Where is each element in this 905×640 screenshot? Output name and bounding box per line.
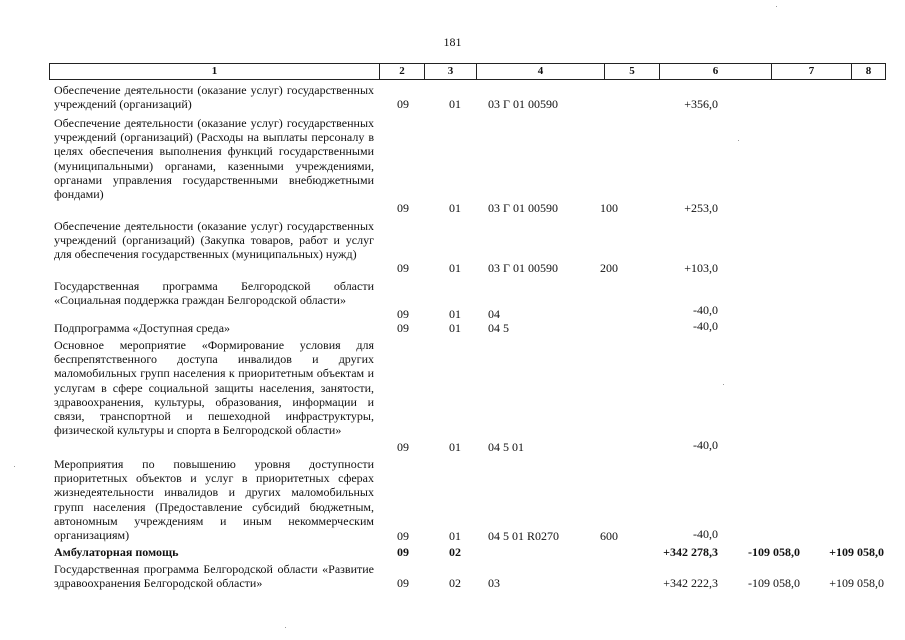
cell-section: 09 [397,576,409,590]
header-col-4: 4 [477,64,605,79]
scan-speck [14,466,15,467]
row-description: Амбулаторная помощь [54,545,179,559]
cell-section: 09 [397,529,409,543]
row-description: Государственная программа Белгородской области «Социальная поддержка граждан Белгородской области» [54,279,374,308]
cell-target-article: 04 5 01 R0270 [488,529,560,543]
cell-target-article: 03 [488,576,500,590]
cell-subsection: 01 [449,529,461,543]
cell-subsection: 02 [449,545,461,559]
header-col-3: 3 [425,64,477,79]
cell-amount: -40,0 [693,438,718,452]
header-col-6: 6 [660,64,772,79]
scan-speck [738,140,739,141]
cell-section: 09 [397,545,409,559]
cell-subsection: 01 [449,97,461,111]
cell-subsection: 01 [449,321,461,335]
cell-section: 09 [397,201,409,215]
cell-amount-3: +109 058,0 [829,576,884,590]
row-description: Обеспечение деятельности (оказание услуг) государственных учреждений (организаций) (Расходы на выплаты персоналу в целях обеспечения выполнения функций государственными (муниципальными) органами, казенными учреждениями, органами управления государственными внебюджетными фондами) [54,116,374,202]
cell-section: 09 [397,261,409,275]
cell-subsection: 01 [449,307,461,321]
cell-target-article: 04 5 [488,321,509,335]
cell-subsection: 01 [449,261,461,275]
cell-amount: -40,0 [693,527,718,541]
cell-section: 09 [397,97,409,111]
cell-target-article: 03 Г 01 00590 [488,201,558,215]
cell-subsection: 01 [449,440,461,454]
cell-subsection: 01 [449,201,461,215]
row-description: Государственная программа Белгородской области «Развитие здравоохранения Белгородской области» [54,562,374,591]
cell-section: 09 [397,440,409,454]
header-col-1: 1 [50,64,380,79]
cell-amount: -40,0 [693,319,718,333]
cell-amount-3: +109 058,0 [829,545,884,559]
cell-subsection: 02 [449,576,461,590]
row-description: Подпрограмма «Доступная среда» [54,321,231,335]
header-col-7: 7 [772,64,852,79]
cell-target-article: 04 5 01 [488,440,524,454]
cell-target-article: 03 Г 01 00590 [488,97,558,111]
cell-target-article: 04 [488,307,500,321]
cell-amount-2: -109 058,0 [748,545,800,559]
header-col-5: 5 [605,64,660,79]
cell-section: 09 [397,307,409,321]
cell-amount: +253,0 [684,201,718,215]
row-description: Мероприятия по повышению уровня доступности приоритетных объектов и услуг в приоритетных сферах жизнедеятельности инвалидов и других маломобильных групп населения (Предоставление субсидий бюджетным, автономным учреждениям и иным некоммерческим организациям) [54,457,374,543]
scan-speck [723,384,724,385]
row-description: Обеспечение деятельности (оказание услуг) государственных учреждений (организаций) (Закупка товаров, работ и услуг для обеспечения государственных (муниципальных) нужд) [54,219,374,262]
row-description: Основное мероприятие «Формирование условия для беспрепятственного доступа инвалидов и других маломобильных групп населения к приоритетным объектам и услугам в сфере социальной защиты населения, занятости, здравоохранения, культуры, образования, информации и связи, транспортной и пешеходной инфраструктуры, физической культуры и спорта в Белгородской области» [54,338,374,438]
row-description: Обеспечение деятельности (оказание услуг) государственных учреждений (организаций) [54,83,374,112]
cell-amount: +356,0 [684,97,718,111]
cell-expense-type: 100 [600,201,618,215]
header-col-8: 8 [865,65,872,77]
cell-target-article: 03 Г 01 00590 [488,261,558,275]
cell-amount-2: -109 058,0 [748,576,800,590]
scan-speck [776,6,777,7]
cell-amount: +342 222,3 [663,576,718,590]
cell-section: 09 [397,321,409,335]
cell-expense-type: 600 [600,529,618,543]
scan-speck [285,627,286,628]
cell-expense-type: 200 [600,261,618,275]
page-number: 181 [443,35,462,49]
cell-amount: +103,0 [684,261,718,275]
table-header-row [49,63,886,80]
header-col-2: 2 [380,64,425,79]
cell-amount: +342 278,3 [663,545,718,559]
cell-amount: -40,0 [693,303,718,317]
